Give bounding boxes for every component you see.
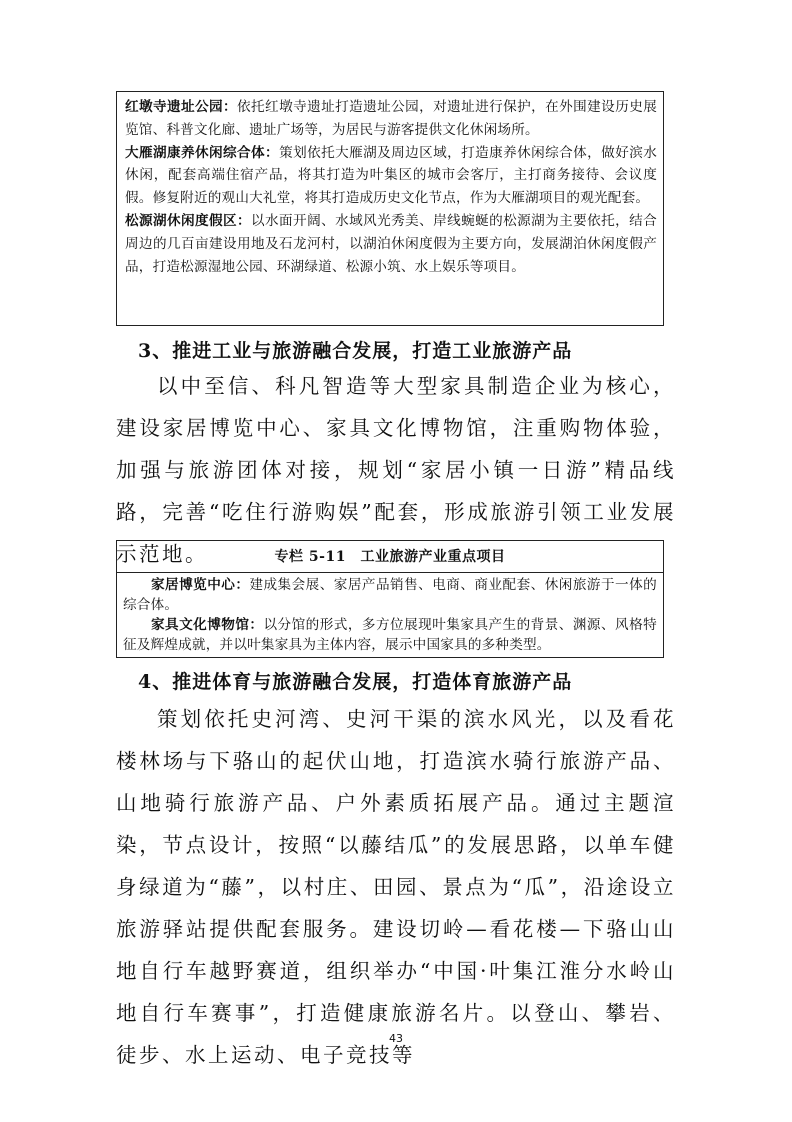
section-4-paragraph: 策划依托史河湾、史河干渠的滨水风光，以及看花楼林场与下骆山的起伏山地，打造滨水骑行旅游产品、山地骑行旅游产品、户外素质拓展产品。通过主题渲染，节点设计，按照“以藤结瓜”的发展思路，以单车健身绿道为“藤”，以村庄、田园、景点为“瓜”，沿途设立旅游驿站提供配套服务。建设切岭—看花楼—下骆山山地自行车越野赛道，组织举办“中国·叶集江淮分水岭山地自行车赛事”，打造健康旅游名片。以登山、攀岩、徒步、水上运动、电子竞技等 [116, 707, 676, 1067]
section-3-heading: 3、推进工业与旅游融合发展，打造工业旅游产品 [138, 340, 573, 362]
box1-item-text: 依托红墩寺遗址打造遗址公园，对遗址进行保护，在外围建设历史展览馆、科普文化廊、遗址广场等，为居民与游客提供文化休闲场所。 [125, 99, 657, 138]
section-3-paragraph: 以中至信、科凡智造等大型家具制造企业为核心，建设家居博览中心、家具文化博物馆，注重购物体验，加强与旅游团体对接，规划“家居小镇一日游”精品线路，完善“吃住行游购娱”配套，形成旅游引领工业发展示范地。 [116, 374, 676, 566]
project-box-1 [116, 91, 664, 326]
box2-item-expo-center [123, 575, 657, 615]
box1-item-text: 策划依托大雁湖及周边区域，打造康养休闲综合体，做好滨水休闲，配套高端住宿产品，将其打造为叶集区的城市会客厅，主打商务接待、会议度假。修复附近的观山大礼堂，将其打造成历史文化节点，作为大雁湖项目的观光配套。 [125, 144, 657, 207]
box1-item-dayanhu [125, 142, 657, 210]
box2-item-text: 以分馆的形式，多方位展现叶集家具产生的背景、渊源、风格特征及辉煌成就，并以叶集家具为主体内容，展示中国家具的多种类型。 [123, 617, 657, 653]
box2-content [117, 573, 663, 655]
box2-item-label: 家居博览中心： [151, 577, 250, 593]
section-4-heading: 4、推进体育与旅游融合发展，打造体育旅游产品 [138, 671, 573, 693]
box2-item-label: 家具文化博物馆： [151, 617, 264, 633]
box1-item-hongdunsi [125, 96, 657, 142]
box1-item-label: 红墩寺遗址公园： [125, 99, 238, 115]
box1-item-text: 以水面开阔、水域风光秀美、岸线蜿蜒的松源湖为主要依托，结合周边的几百亩建设用地及石龙河村，以湖泊休闲度假为主要方向，发展湖泊休闲度假产品，打造松源湿地公园、环湖绿道、松源小筑、水上娱乐等项目。 [125, 212, 657, 275]
box2-item-furniture-museum [123, 615, 657, 655]
box1-item-label: 大雁湖康养休闲综合体： [125, 144, 280, 161]
page-number: 43 [389, 1032, 403, 1045]
box2-title: 专栏 5-11 工业旅游产业重点项目 [117, 541, 663, 573]
box1-item-songyuanhu [125, 210, 657, 278]
box2-item-text: 建成集会展、家居产品销售、电商、商业配套、休闲旅游于一体的综合体。 [123, 577, 657, 613]
project-box-2 [116, 540, 664, 658]
box1-item-label: 松源湖休闲度假区： [125, 212, 252, 229]
